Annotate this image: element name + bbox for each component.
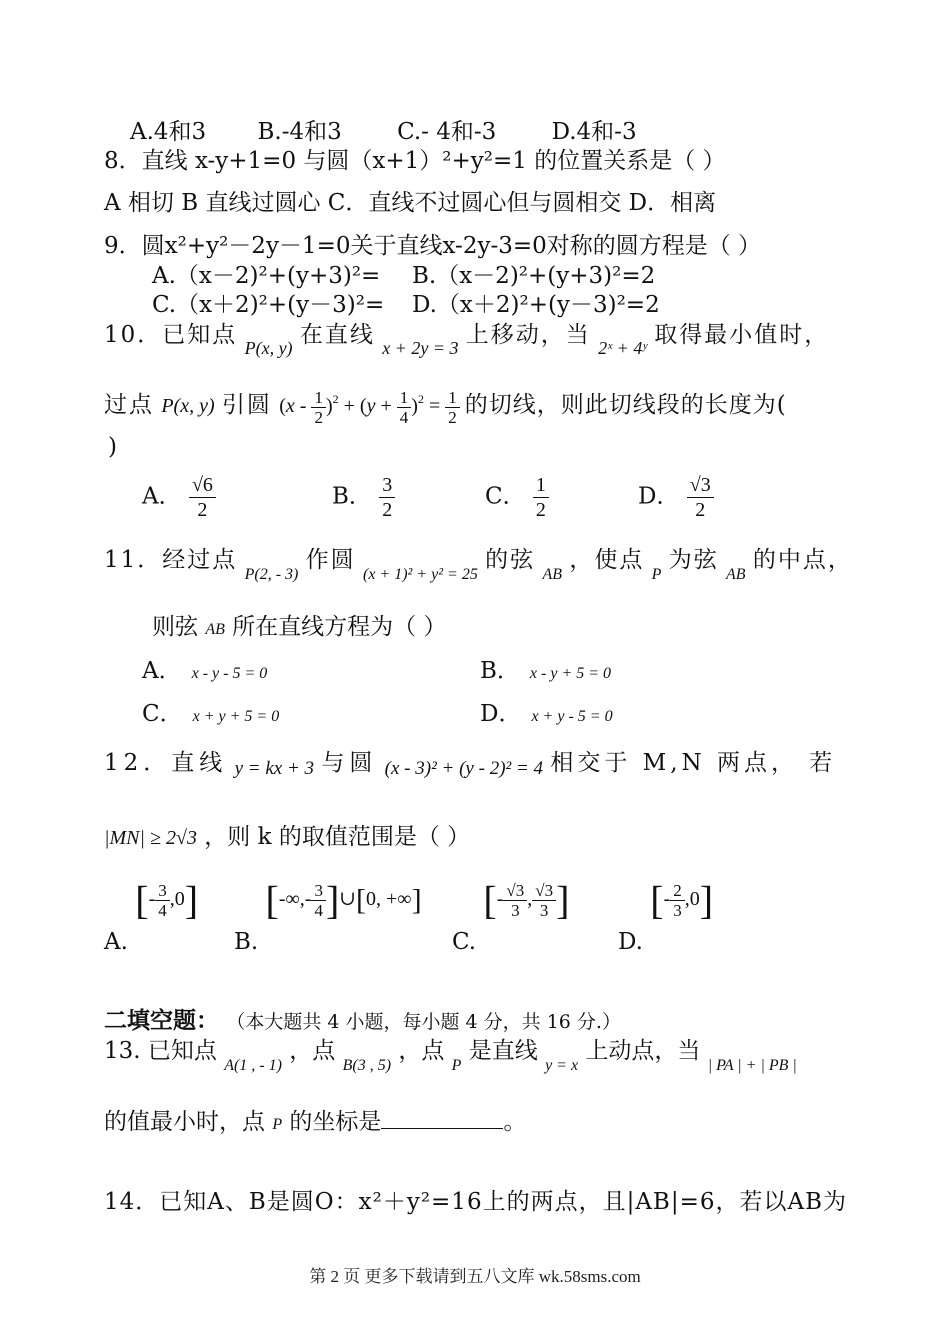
q10-close-paren: ) <box>108 434 117 460</box>
q10-l2c: 的切线，则此切线段的长度为( <box>464 392 787 418</box>
q10-c-den: 2 <box>535 499 546 521</box>
q9-option-d: D.（x＋2)²+(y－3)²=2 <box>412 292 660 318</box>
q11-d-label: D． <box>480 701 522 727</box>
q13-p2: P <box>272 1116 283 1133</box>
q12-t3: ，则 k 的取值范围是（ ） <box>204 824 471 850</box>
q13-stem-line1 <box>104 1036 797 1074</box>
q10-frac-half-2: $\frac{1}{2}$ <box>445 388 460 427</box>
q12-option-b <box>234 877 422 955</box>
q11-b-eq: x - y + 5 = 0 <box>529 665 612 682</box>
q13-stem-line2 <box>104 1106 526 1140</box>
q10-a-num: √6 <box>189 473 216 498</box>
q10-stem-line1 <box>104 320 830 358</box>
q13-line: y = x <box>545 1057 579 1074</box>
q12-a-label: A. <box>104 928 128 955</box>
q12-t2: 相交于 M,N 两点， 若 <box>550 750 837 776</box>
q10-option-b <box>332 473 395 522</box>
q10-point: P(x, y) <box>244 338 293 358</box>
q10-text3: 取得最小值时， <box>654 322 830 348</box>
q10-b-den: 2 <box>382 499 393 521</box>
q11-circle: (x + 1)² + y² = 25 <box>362 566 478 583</box>
q11-option-b <box>480 656 611 689</box>
q12-b-label: B. <box>234 928 259 955</box>
q10-option-b-label: B． <box>332 483 372 510</box>
q9-option-c: C.（x＋2)²+(y－3)²= <box>152 292 385 318</box>
q8-options: A 相切 B 直线过圆心 C．直线不过圆心但与圆相交 D．相离 <box>104 190 717 216</box>
q11-t1: 作圆 <box>305 547 356 573</box>
q11-row-ab <box>142 656 612 689</box>
q11-t5: 的中点， <box>752 547 853 573</box>
q10-c-num: 1 <box>533 473 549 498</box>
q10-num: 10．已知点 <box>104 322 238 348</box>
q10-text1: 在直线 <box>299 322 375 348</box>
q10-l2a: 过点 <box>104 392 154 418</box>
q11-l2a: 则弦 <box>152 614 198 640</box>
q10-expr: 2ˣ + 4ʸ <box>598 338 647 358</box>
q7-options <box>130 117 637 147</box>
q11-ab3: AB <box>205 621 225 638</box>
q7-option-d: D.4和-3 <box>551 119 637 145</box>
q10-option-b-frac <box>379 473 395 522</box>
q10-circle-eq: (x - $\frac{1}{2}$ )$^2$ + (y + $\frac{1}{4}$ )$^2$ = $\frac{1}{2}$ <box>279 395 464 417</box>
q10-frac-quarter: $\frac{1}{4}$ <box>397 388 412 427</box>
q11-b-label: B． <box>480 658 520 684</box>
q7-option-c: C.- 4和-3 <box>397 119 497 145</box>
q12-stem-line2 <box>104 822 470 853</box>
q7-option-a: A.4和3 <box>130 119 207 145</box>
q13-num: 13. 已知点 <box>104 1038 217 1064</box>
q12-option-d <box>618 877 714 955</box>
q11-row-cd <box>142 699 613 732</box>
section2-note: （本大题共 4 小题，每小题 4 分，共 16 分.） <box>226 1011 621 1033</box>
q12-d-label: D. <box>618 928 643 955</box>
q11-l2b: 所在直线方程为（ ） <box>232 614 447 640</box>
q10-b-num: 3 <box>379 473 395 498</box>
q13-t2: ，点 <box>398 1038 445 1064</box>
q10-option-c-label: C． <box>485 483 526 510</box>
q12-circle: (x - 3)² + (y - 2)² = 4 <box>384 758 544 779</box>
q10-option-c-frac <box>533 473 549 522</box>
q10-stem-line2 <box>104 382 787 428</box>
q13-t1: ，点 <box>289 1038 336 1064</box>
q13-point-b: B(3 , 5) <box>342 1057 392 1074</box>
q11-t3: ，使点 <box>569 547 645 573</box>
q12-num: 12．直线 <box>104 750 228 776</box>
q13-point-a: A(1 , - 1) <box>224 1057 282 1074</box>
q10-option-a-label: A． <box>142 483 182 510</box>
q11-stem-line1 <box>104 545 853 583</box>
q10-option-a-frac <box>189 473 216 522</box>
q11-t2: 的弦 <box>485 547 536 573</box>
q10-option-d-frac <box>687 473 714 522</box>
section2-title: 二填空题： <box>104 1007 219 1034</box>
q11-p: P <box>651 566 662 583</box>
q9-row-ab <box>152 261 656 291</box>
q10-option-c <box>485 473 549 522</box>
q10-option-a <box>142 473 216 522</box>
q11-ab: AB <box>542 566 562 583</box>
q13-l2c: 。 <box>503 1109 527 1135</box>
q11-d-eq: x + y - 5 = 0 <box>531 708 613 725</box>
q12-c-label: C. <box>452 928 477 955</box>
q10-d-den: 2 <box>695 499 706 521</box>
page-footer: 第 2 页 更多下载请到五八文库 wk.58sms.com <box>309 1267 641 1286</box>
q13-l2b: 的坐标是 <box>289 1109 382 1135</box>
q9-option-b: B.（x－2)²+(y+3)²=2 <box>412 263 656 289</box>
q13-t3: 是直线 <box>468 1038 538 1064</box>
q9-stem: 9．圆x²+y²－2y－1=0关于直线x-2y-3=0对称的圆方程是（ ） <box>104 233 762 259</box>
q12-cond: |MN| ≥ 2√3 <box>104 827 197 849</box>
q12-line: y = kx + 3 <box>234 758 315 779</box>
q12-t1: 与圆 <box>321 750 378 776</box>
q10-a-den: 2 <box>197 499 208 521</box>
q11-a-label: A． <box>142 658 182 684</box>
q11-a-eq: x - y - 5 = 0 <box>191 665 268 682</box>
q11-num: 11．经过点 <box>104 547 238 573</box>
q11-c-eq: x + y + 5 = 0 <box>192 708 280 725</box>
q10-text2: 上移动，当 <box>465 322 591 348</box>
q14-stem: 14．已知A、B是圆O：x²＋y²=16上的两点，且|AB|=6，若以AB为 <box>104 1189 848 1215</box>
q10-frac-half-1: $\frac{1}{2}$ <box>311 388 326 427</box>
q13-answer-blank[interactable] <box>381 1106 503 1129</box>
q11-c-label: C． <box>142 701 183 727</box>
q11-stem-line2 <box>152 612 446 645</box>
q10-option-d-label: D． <box>638 483 680 510</box>
q13-t4: 上动点，当 <box>585 1038 701 1064</box>
q11-option-d <box>480 699 613 732</box>
q13-point-p: P <box>451 1057 462 1074</box>
q10-option-d <box>638 473 714 522</box>
q9-row-cd <box>152 290 660 320</box>
q12-b-interval: [-∞,- $\frac{3}{4}$ ]∪[0, +∞] <box>265 877 422 922</box>
q12-stem-line1 <box>104 748 836 780</box>
q9-option-a: A.（x－2)²+(y+3)²= <box>152 263 381 289</box>
q13-l2a: 的值最小时，点 <box>104 1109 265 1135</box>
q11-point: P(2, - 3) <box>244 566 299 583</box>
q10-line-eq: x + 2y = 3 <box>382 338 459 358</box>
q12-d-interval: [- $\frac{2}{3}$ ,0] <box>650 877 714 922</box>
q11-ab2: AB <box>726 566 746 583</box>
q12-a-interval: [- $\frac{3}{4}$ ,0] <box>135 877 199 922</box>
section2-header <box>104 1006 621 1037</box>
q12-option-a <box>104 877 199 955</box>
q13-expr: | PA | + | PB | <box>707 1057 797 1074</box>
q10-l2b: 引圆 <box>221 392 272 418</box>
q10-d-num: √3 <box>687 473 714 498</box>
q12-c-interval: [- $\frac{√3}{3}$ , $\frac{√3}{3}$ ] <box>483 877 570 922</box>
q10-point2: P(x, y) <box>161 395 215 417</box>
q12-option-c <box>452 877 570 955</box>
q11-t4: 为弦 <box>668 547 719 573</box>
q8-stem: 8．直线 x-y+1=0 与圆（x+1）²+y²=1 的位置关系是（ ） <box>104 148 726 174</box>
q7-option-b: B.-4和3 <box>257 119 342 145</box>
